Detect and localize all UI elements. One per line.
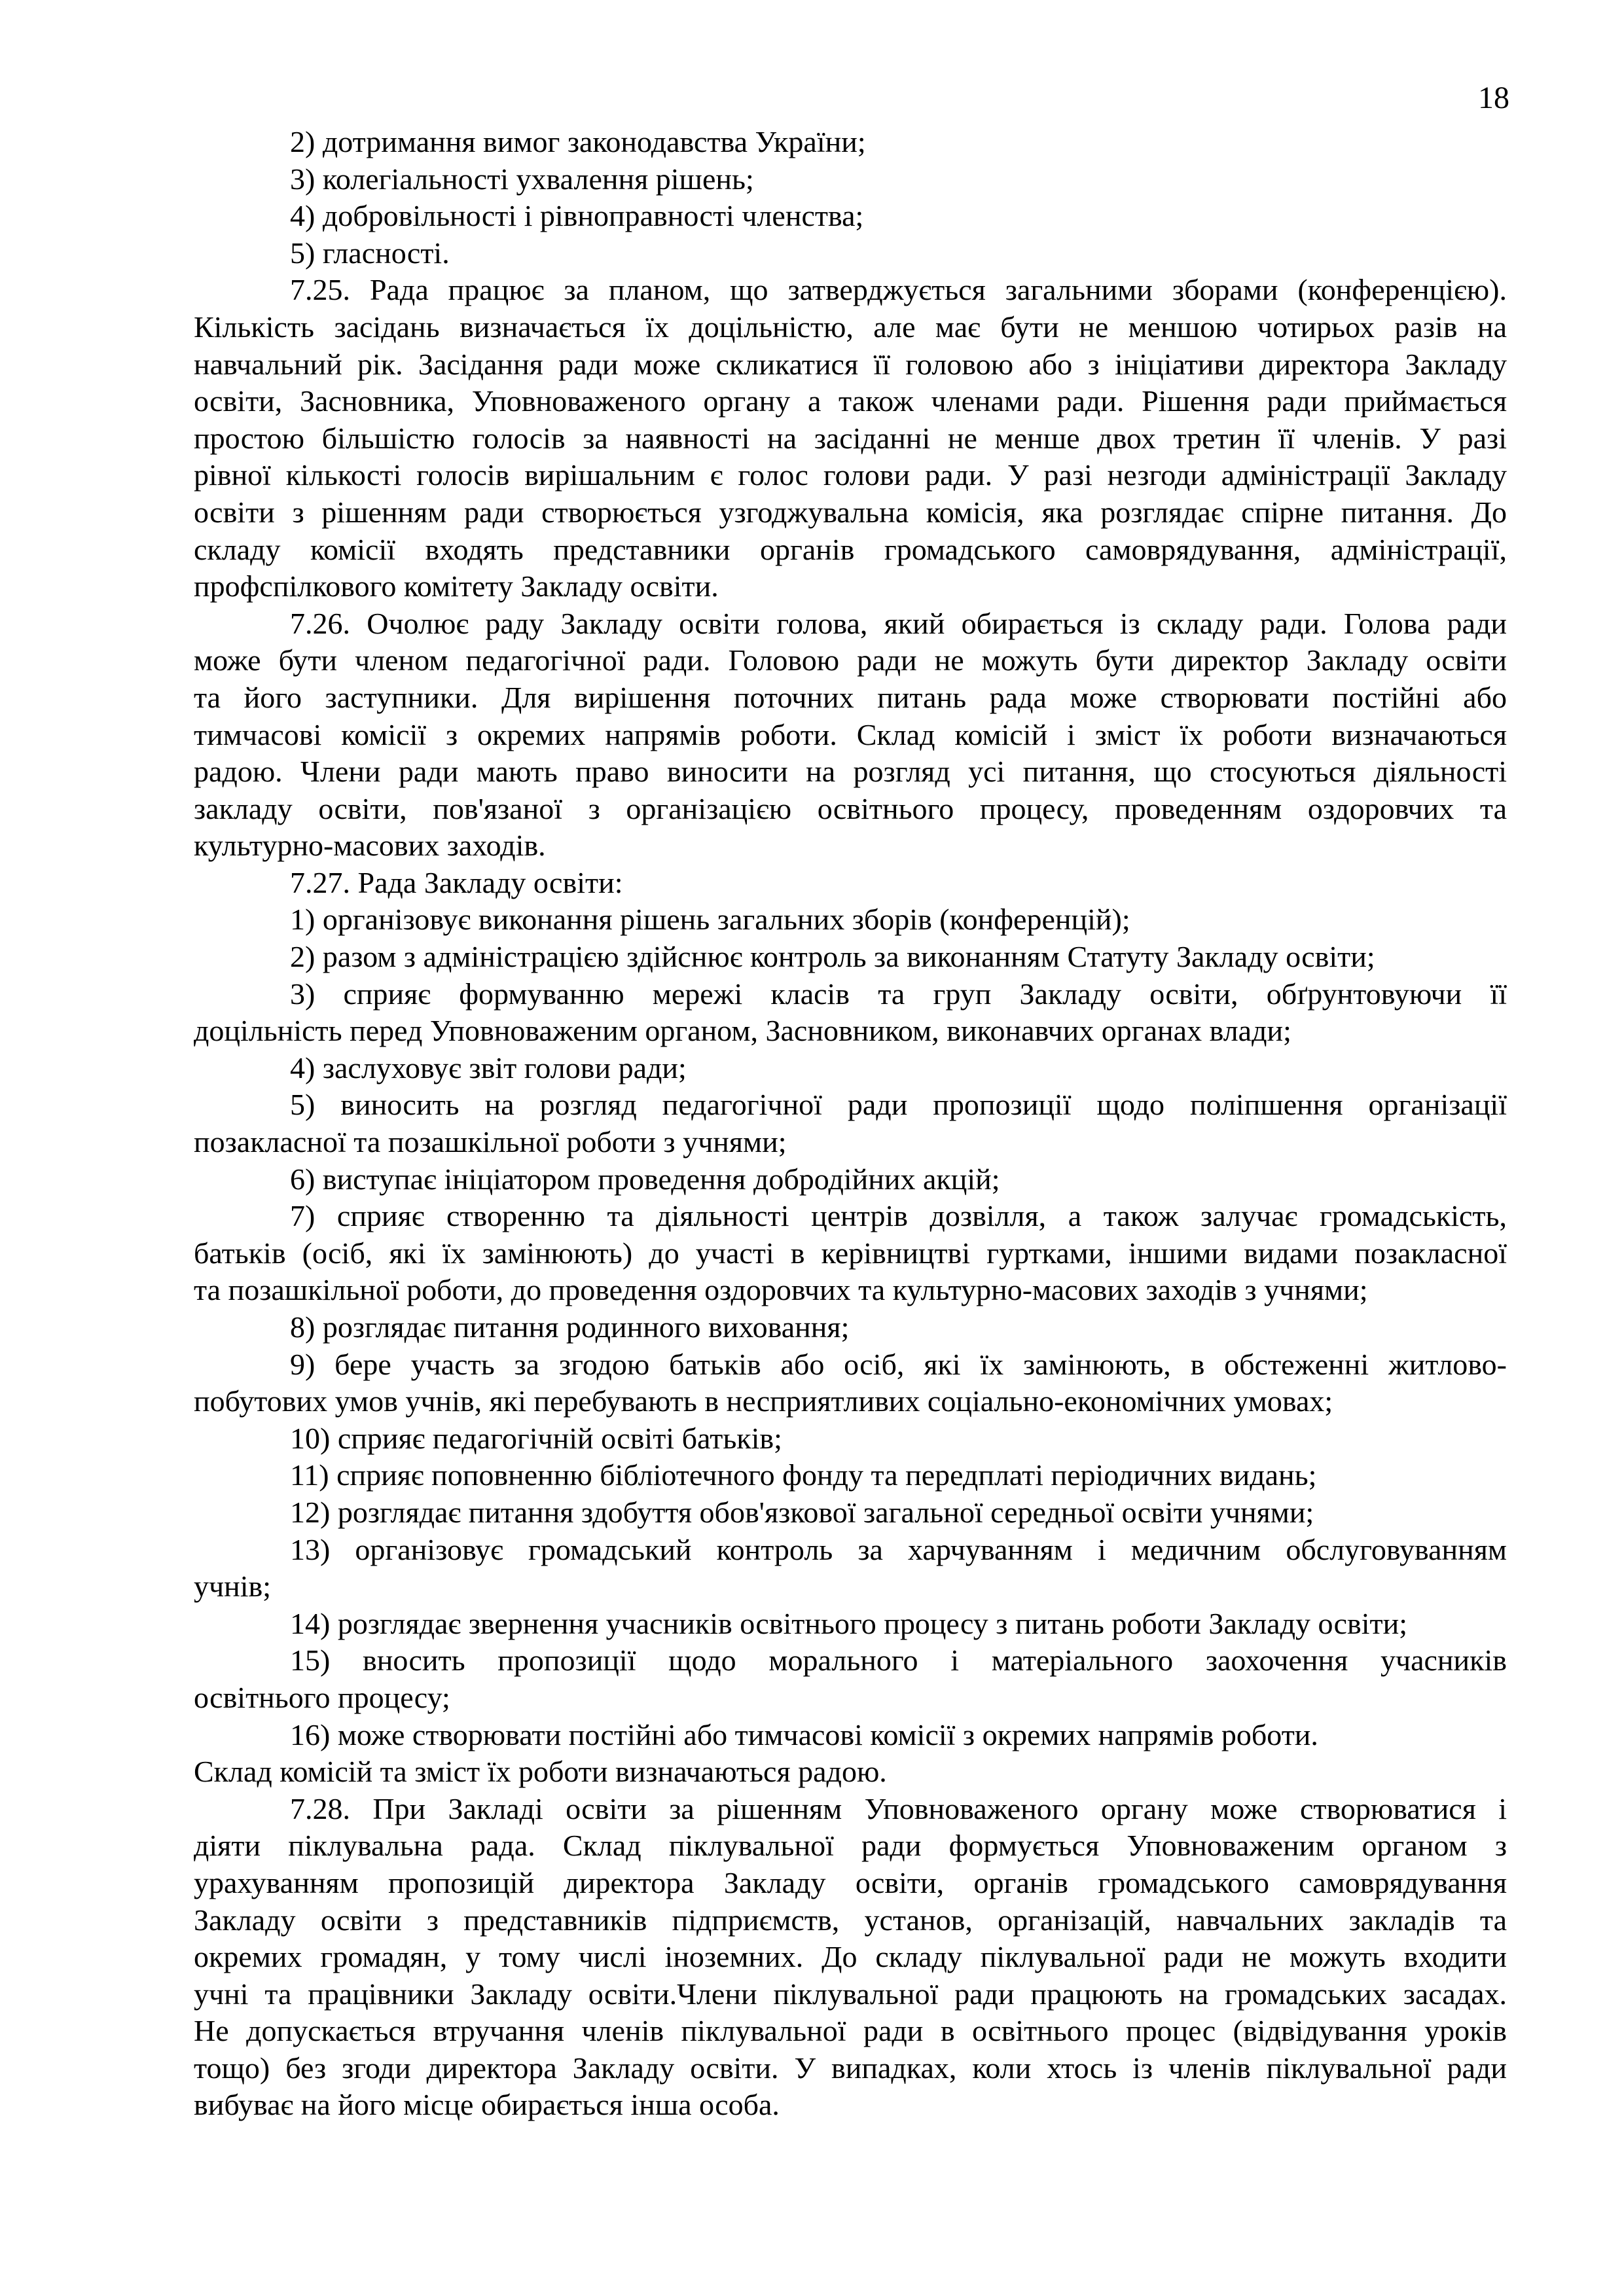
- text-line: культурно-масових заходів.: [194, 829, 546, 863]
- text-line: може бути членом педагогічної ради. Головою ради не можуть бути директор Закладу освіти: [194, 643, 1507, 677]
- text-line: тимчасові комісії з окремих напрямів роботи. Склад комісій і зміст їх роботи визначаються: [194, 717, 1507, 751]
- text-line: складу комісії входять представники органів громадського самоврядування, адміністрації,: [194, 532, 1507, 566]
- text-line: та позашкільної роботи, до проведення оздоровчих та культурно-масових заходів з учнями;: [194, 1273, 1368, 1307]
- text-line: вибуває на його місце обирається інша особа.: [194, 2088, 780, 2122]
- text-line: 5) гласності.: [290, 236, 450, 270]
- text-line: освіти з рішенням ради створюється узгоджувальна комісія, яка розглядає спірне питання. До: [194, 495, 1507, 529]
- text-line: рівної кількості голосів вирішальним є голос голови ради. У разі незгоди адміністрації Закладу: [194, 458, 1507, 492]
- text-line: 3) сприяє формуванню мережі класів та груп Закладу освіти, обґрунтовуючи її: [290, 977, 1507, 1011]
- text-line: Закладу освіти з представників підприємств, установ, організацій, навчальних закладів та: [194, 1903, 1507, 1937]
- text-line: 2) дотримання вимог законодавства України;: [290, 125, 866, 158]
- text-line: урахуванням пропозицій директора Закладу освіти, органів громадського самоврядування: [194, 1865, 1507, 1899]
- text-line: 14) розглядає звернення учасників освітнього процесу з питань роботи Закладу освіти;: [290, 1606, 1408, 1640]
- text-line: 16) може створювати постійні або тимчасові комісії з окремих напрямів роботи.: [290, 1717, 1318, 1751]
- text-line: 1) організовує виконання рішень загальних зборів (конференцій);: [290, 903, 1130, 937]
- text-line: 4) добровільності і рівноправності членства;: [290, 199, 864, 233]
- text-line: Склад комісій та зміст їх роботи визначаються радою.: [194, 1755, 887, 1789]
- text-line: окремих громадян, у тому числі іноземних. До складу піклувальної ради не можуть входити: [194, 1940, 1507, 1974]
- text-line: та його заступники. Для вирішення поточних питань рада може створювати постійні або: [194, 680, 1507, 714]
- text-line: 13) організовує громадський контроль за харчуванням і медичним обслуговуванням: [290, 1532, 1507, 1566]
- text-line: навчальний рік. Засідання ради може скликатися її головою або з ініціативи директора Закладу: [194, 347, 1507, 381]
- text-line: 7.26. Очолює раду Закладу освіти голова, який обирається із складу ради. Голова ради: [290, 606, 1507, 640]
- text-line: 3) колегіальності ухвалення рішень;: [290, 162, 754, 196]
- text-line: побутових умов учнів, які перебувають в несприятливих соціально-економічних умовах;: [194, 1384, 1333, 1418]
- text-line: батьків (осіб, які їх замінюють) до участі в керівництві гуртками, іншими видами позакласної: [194, 1236, 1507, 1270]
- text-line: 12) розглядає питання здобуття обов'язкової загальної середньої освіти учнями;: [290, 1495, 1314, 1529]
- text-line: позакласної та позашкільної роботи з учнями;: [194, 1125, 787, 1159]
- text-line: простою більшістю голосів за наявності на засіданні не менше двох третин її членів. У разі: [194, 421, 1507, 455]
- body-text: [194, 124, 1507, 2124]
- text-line: 15) вносить пропозиції щодо морального і матеріального заохочення учасників: [290, 1643, 1507, 1677]
- text-line: 8) розглядає питання родинного виховання;: [290, 1310, 850, 1344]
- text-line: 9) бере участь за згодою батьків або осіб, які їх замінюють, в обстеженні житлово-: [290, 1347, 1507, 1381]
- text-line: 7.28. При Закладі освіти за рішенням Уповноваженого органу може створюватися і: [290, 1791, 1507, 1825]
- text-line: доцільність перед Уповноваженим органом, Засновником, виконавчих органах влади;: [194, 1014, 1291, 1048]
- text-line: профспілкового комітету Закладу освіти.: [194, 569, 719, 603]
- text-line: 11) сприяє поповненню бібліотечного фонду та передплаті періодичних видань;: [290, 1458, 1317, 1492]
- text-line: освітнього процесу;: [194, 1680, 450, 1714]
- text-line: 7.27. Рада Закладу освіти:: [290, 865, 623, 899]
- text-line: Кількість засідань визначається їх доцільністю, але має бути не меншою чотирьох разів на: [194, 310, 1507, 344]
- text-line: учнів;: [194, 1570, 272, 1604]
- text-line: закладу освіти, пов'язаної з організацією освітнього процесу, проведенням оздоровчих та: [194, 791, 1507, 825]
- text-line: учні та працівники Закладу освіти.Члени піклувальної ради працюють на громадських засадах.: [194, 1977, 1507, 2011]
- text-line: 6) виступає ініціатором проведення добродійних акцій;: [290, 1162, 1000, 1196]
- page-number: 18: [1478, 81, 1509, 115]
- text-line: 5) виносить на розгляд педагогічної ради пропозиції щодо поліпшення організації: [290, 1088, 1507, 1122]
- text-line: 2) разом з адміністрацією здійснює контроль за виконанням Статуту Закладу освіти;: [290, 940, 1375, 974]
- text-line: 4) заслуховує звіт голови ради;: [290, 1050, 687, 1085]
- text-line: освіти, Засновника, Уповноваженого органу а також членами ради. Рішення ради приймається: [194, 384, 1507, 418]
- text-line: радою. Члени ради мають право виносити на розгляд усі питання, що стосуються діяльності: [194, 755, 1507, 789]
- text-line: Не допускається втручання членів піклувальної ради в освітнього процес (відвідування уроків: [194, 2014, 1507, 2048]
- text-line: тощо) без згоди директора Закладу освіти. У випадках, коли хтось із членів піклувальної ради: [194, 2051, 1507, 2085]
- text-line: 7.25. Рада працює за планом, що затверджується загальними зборами (конференцією).: [290, 273, 1507, 307]
- text-line: 7) сприяє створенню та діяльності центрів дозвілля, а також залучає громадськість,: [290, 1199, 1507, 1233]
- text-line: діяти піклувальна рада. Склад піклувальної ради формується Уповноваженим органом з: [194, 1829, 1507, 1863]
- text-line: 10) сприяє педагогічній освіті батьків;: [290, 1421, 782, 1455]
